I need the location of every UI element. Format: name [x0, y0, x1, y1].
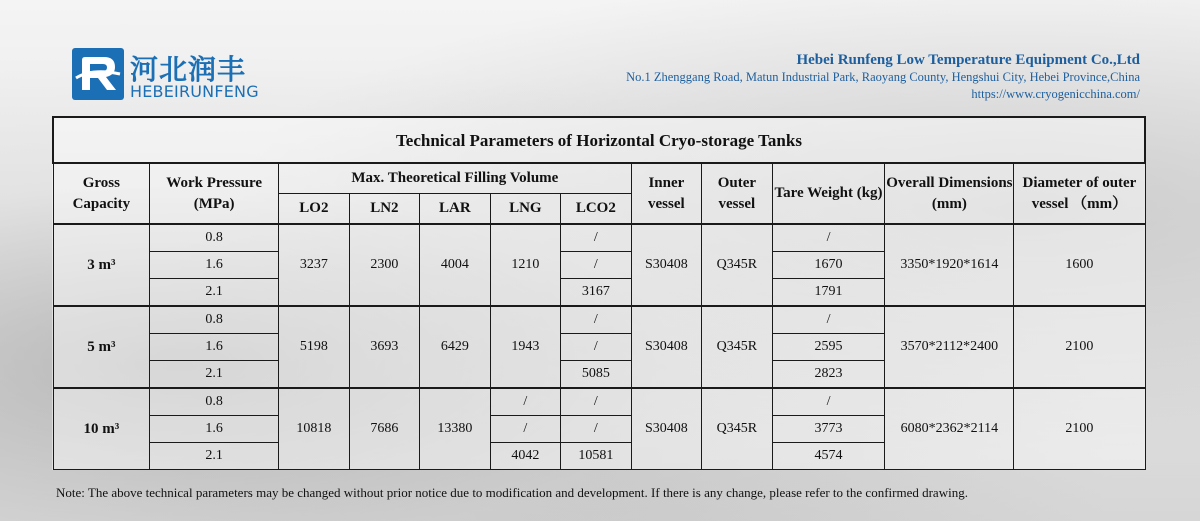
outer-vessel-cell: Q345R	[702, 306, 773, 388]
logo-english-text: HEBEIRUNFENG	[130, 82, 259, 101]
header-ln2: LN2	[349, 194, 420, 225]
table-row	[53, 224, 1145, 252]
page-header	[0, 0, 1200, 112]
tare-weight-cell: 2595	[772, 334, 885, 361]
company-address: No.1 Zhenggang Road, Matun Industrial Park, Raoyang County, Hengshui City, Hebei Province,China	[626, 70, 1140, 84]
table-row	[53, 306, 1145, 334]
table-title: Technical Parameters of Horizontal Cryo-storage Tanks	[53, 117, 1145, 163]
tare-weight-cell: /	[772, 224, 885, 252]
ln2-cell: 2300	[349, 224, 420, 306]
header-gross-capacity: Gross Capacity	[53, 163, 150, 224]
inner-vessel-cell: S30408	[631, 388, 702, 470]
header-inner-vessel: Inner vessel	[631, 163, 702, 224]
pressure-cell: 0.8	[150, 388, 279, 416]
header-work-pressure: Work Pressure (MPa)	[150, 163, 279, 224]
lng-cell: 4042	[490, 443, 561, 470]
capacity-cell: 3 m³	[53, 224, 150, 306]
lng-cell: /	[490, 388, 561, 416]
dimensions-cell: 6080*2362*2114	[885, 388, 1014, 470]
pressure-cell: 2.1	[150, 443, 279, 470]
lng-cell: 1943	[490, 306, 561, 388]
lng-cell: /	[490, 416, 561, 443]
lng-cell: 1210	[490, 224, 561, 306]
header-overall-dimensions: Overall Dimensions (mm)	[885, 163, 1014, 224]
logo-chinese-text: 河北润丰	[130, 53, 247, 86]
capacity-cell: 10 m³	[53, 388, 150, 470]
header-outer-vessel: Outer vessel	[702, 163, 773, 224]
diameter-cell: 2100	[1014, 306, 1145, 388]
company-info	[626, 52, 1140, 103]
ln2-cell: 7686	[349, 388, 420, 470]
footnote: Note: The above technical parameters may be changed without prior notice due to modification and development. If there is any change, please refer to the confirmed drawing.	[56, 485, 968, 500]
diameter-cell: 1600	[1014, 224, 1145, 306]
tare-weight-cell: 4574	[772, 443, 885, 470]
pressure-cell: 2.1	[150, 279, 279, 307]
pressure-cell: 0.8	[150, 224, 279, 252]
lco2-cell: 3167	[561, 279, 632, 307]
lo2-cell: 3237	[279, 224, 350, 306]
tare-weight-cell: 1670	[772, 252, 885, 279]
company-logo	[72, 48, 259, 104]
pressure-cell: 0.8	[150, 306, 279, 334]
header-lng: LNG	[490, 194, 561, 225]
lco2-cell: /	[561, 416, 632, 443]
header-filling-volume: Max. Theoretical Filling Volume	[279, 163, 632, 194]
tare-weight-cell: /	[772, 388, 885, 416]
lar-cell: 6429	[420, 306, 491, 388]
diameter-cell: 2100	[1014, 388, 1145, 470]
tare-weight-cell: 2823	[772, 361, 885, 389]
inner-vessel-cell: S30408	[631, 224, 702, 306]
lar-cell: 13380	[420, 388, 491, 470]
capacity-cell: 5 m³	[53, 306, 150, 388]
parameters-table-container	[52, 116, 1146, 470]
lco2-cell: /	[561, 252, 632, 279]
pressure-cell: 1.6	[150, 252, 279, 279]
company-name: Hebei Runfeng Low Temperature Equipment Co.,Ltd	[796, 52, 1140, 68]
lco2-cell: /	[561, 388, 632, 416]
lco2-cell: 5085	[561, 361, 632, 389]
lo2-cell: 5198	[279, 306, 350, 388]
outer-vessel-cell: Q345R	[702, 224, 773, 306]
lco2-cell: /	[561, 334, 632, 361]
table-row	[53, 388, 1145, 416]
lco2-cell: /	[561, 306, 632, 334]
dimensions-cell: 3570*2112*2400	[885, 306, 1014, 388]
ln2-cell: 3693	[349, 306, 420, 388]
header-lco2: LCO2	[561, 194, 632, 225]
logo-mark-icon	[72, 48, 124, 100]
lar-cell: 4004	[420, 224, 491, 306]
tare-weight-cell: /	[772, 306, 885, 334]
outer-vessel-cell: Q345R	[702, 388, 773, 470]
company-website[interactable]: https://www.cryogenicchina.com/	[971, 87, 1140, 101]
pressure-cell: 2.1	[150, 361, 279, 389]
dimensions-cell: 3350*1920*1614	[885, 224, 1014, 306]
lco2-cell: /	[561, 224, 632, 252]
tare-weight-cell: 3773	[772, 416, 885, 443]
pressure-cell: 1.6	[150, 334, 279, 361]
header-diameter: Diameter of outer vessel （mm）	[1014, 163, 1145, 224]
header-tare-weight: Tare Weight (kg)	[772, 163, 885, 224]
header-lar: LAR	[420, 194, 491, 225]
parameters-table	[52, 116, 1146, 470]
pressure-cell: 1.6	[150, 416, 279, 443]
lo2-cell: 10818	[279, 388, 350, 470]
header-lo2: LO2	[279, 194, 350, 225]
inner-vessel-cell: S30408	[631, 306, 702, 388]
tare-weight-cell: 1791	[772, 279, 885, 307]
lco2-cell: 10581	[561, 443, 632, 470]
